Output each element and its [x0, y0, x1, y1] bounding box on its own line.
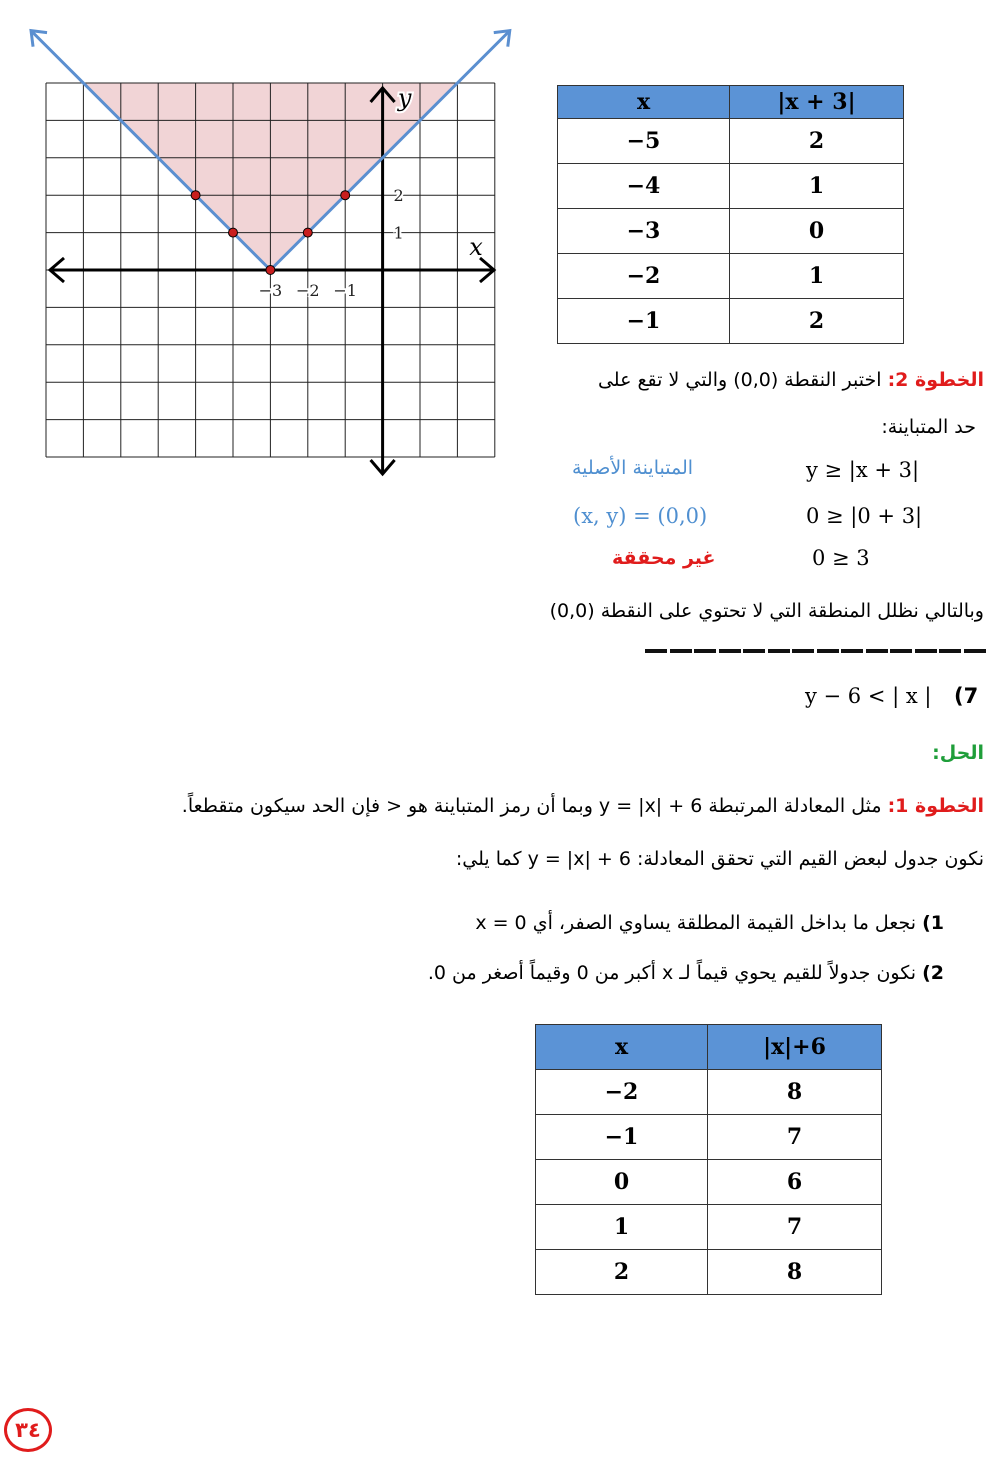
result-inequality: 0 ≥ 3 — [812, 546, 870, 570]
table2-cell: 6 — [708, 1160, 882, 1205]
table1-cell: 1 — [730, 164, 904, 209]
solution-label: الحل: — [932, 742, 984, 764]
table2-cell: −2 — [536, 1070, 708, 1115]
separator-dash — [841, 649, 863, 653]
table2-cell: 1 — [536, 1205, 708, 1250]
step1-text: مثل المعادلة المرتبطة y = |x| + 6 وبما أن رمز المتباينة هو < فإن الحد سيكون متقطعاً. — [181, 795, 882, 817]
table2-cell: 8 — [708, 1070, 882, 1115]
separator-dash — [817, 649, 839, 653]
table2-cell: 7 — [708, 1115, 882, 1160]
table2-cell: 2 — [536, 1250, 708, 1295]
separator-dash — [890, 649, 912, 653]
table2-header-abs: |x|+6 — [708, 1025, 882, 1070]
step2-text-line1: اختبر النقطة (0,0) والتي لا تقع على — [597, 369, 882, 391]
table2-cell: −1 — [536, 1115, 708, 1160]
table-row — [558, 209, 904, 254]
substituted-inequality: 0 ≥ |0 + 3| — [806, 504, 923, 528]
plotted-point — [341, 191, 350, 200]
x-axis-label: x — [469, 233, 483, 261]
table1-cell: 0 — [730, 209, 904, 254]
original-caption: المتباينة الأصلية — [572, 457, 694, 479]
separator-dash — [743, 649, 765, 653]
original-inequality: y ≥ |x + 3| — [806, 458, 920, 482]
table-row — [558, 299, 904, 344]
table1-cell: −5 — [558, 119, 730, 164]
problem7-number: (7 — [954, 684, 979, 708]
conclusion-text: وبالتالي نظلل المنطقة التي لا تحتوي على النقطة (0,0) — [549, 600, 984, 622]
step1-label: الخطوة 1: — [887, 795, 984, 817]
test-point-caption: (x, y) = (0,0) — [573, 504, 708, 528]
table2-cell: 8 — [708, 1250, 882, 1295]
table1-cell: −1 — [558, 299, 730, 344]
table-row — [536, 1205, 882, 1250]
not-true-label: غير محققة — [612, 547, 716, 569]
x-tick-label: −2 — [296, 281, 320, 300]
table-row — [558, 164, 904, 209]
separator-dash — [645, 649, 667, 653]
plotted-point — [229, 228, 238, 237]
separator-dash — [939, 649, 961, 653]
separator-dash — [694, 649, 716, 653]
list-item-1-number: 1) — [922, 912, 944, 934]
table-row — [536, 1070, 882, 1115]
table2-header-x: x — [536, 1025, 708, 1070]
table-row — [536, 1115, 882, 1160]
values-table-2 — [535, 1024, 882, 1295]
table-intro-text: نكون جدول لبعض القيم التي تحقق المعادلة: y = |x| + 6 كما يلي: — [455, 848, 984, 870]
plotted-point — [191, 191, 200, 200]
plotted-point — [303, 228, 312, 237]
step2-label: الخطوة 2: — [887, 369, 984, 391]
table-row — [558, 254, 904, 299]
table-row — [536, 1160, 882, 1205]
x-tick-label: −1 — [333, 281, 357, 300]
step2-text-line2: حد المتباينة: — [881, 416, 976, 438]
separator-dash — [866, 649, 888, 653]
table1-cell: 2 — [730, 299, 904, 344]
separator-dash — [719, 649, 741, 653]
table-row — [558, 119, 904, 164]
problem7-inequality: y − 6 < | x | — [805, 684, 932, 708]
table1-cell: −2 — [558, 254, 730, 299]
list-item-2 — [428, 962, 944, 984]
table1-cell: 1 — [730, 254, 904, 299]
list-item-1-text: نجعل ما بداخل القيمة المطلقة يساوي الصفر، أي x = 0 — [475, 912, 917, 934]
table2-cell: 0 — [536, 1160, 708, 1205]
separator-dash — [915, 649, 937, 653]
step1-line — [182, 795, 984, 817]
table1-header-abs: |x + 3| — [730, 86, 904, 119]
separator-dash — [792, 649, 814, 653]
y-tick-label: 1 — [393, 223, 404, 243]
list-item-1 — [475, 912, 944, 934]
list-item-2-text: نكون جدولاً للقيم يحوي قيماً لـ x أكبر من 0 وقيماً أصغر من 0. — [427, 962, 917, 984]
table-row — [536, 1250, 882, 1295]
table1-cell: 2 — [730, 119, 904, 164]
step2-line1 — [598, 369, 984, 391]
table1-header-x: x — [558, 86, 730, 119]
table1-cell: −3 — [558, 209, 730, 254]
absolute-value-graph — [0, 0, 520, 500]
values-table-1 — [557, 85, 904, 344]
list-item-2-number: 2) — [922, 962, 944, 984]
y-tick-label: 2 — [393, 186, 404, 206]
page-number-badge: ٣٤ — [4, 1408, 52, 1452]
separator-dash — [964, 649, 986, 653]
separator-dash — [768, 649, 790, 653]
table1-cell: −4 — [558, 164, 730, 209]
x-tick-label: −3 — [258, 281, 283, 300]
separator-dash — [670, 649, 692, 653]
y-axis-label: y — [397, 84, 412, 112]
plotted-point — [266, 266, 275, 275]
table2-cell: 7 — [708, 1205, 882, 1250]
